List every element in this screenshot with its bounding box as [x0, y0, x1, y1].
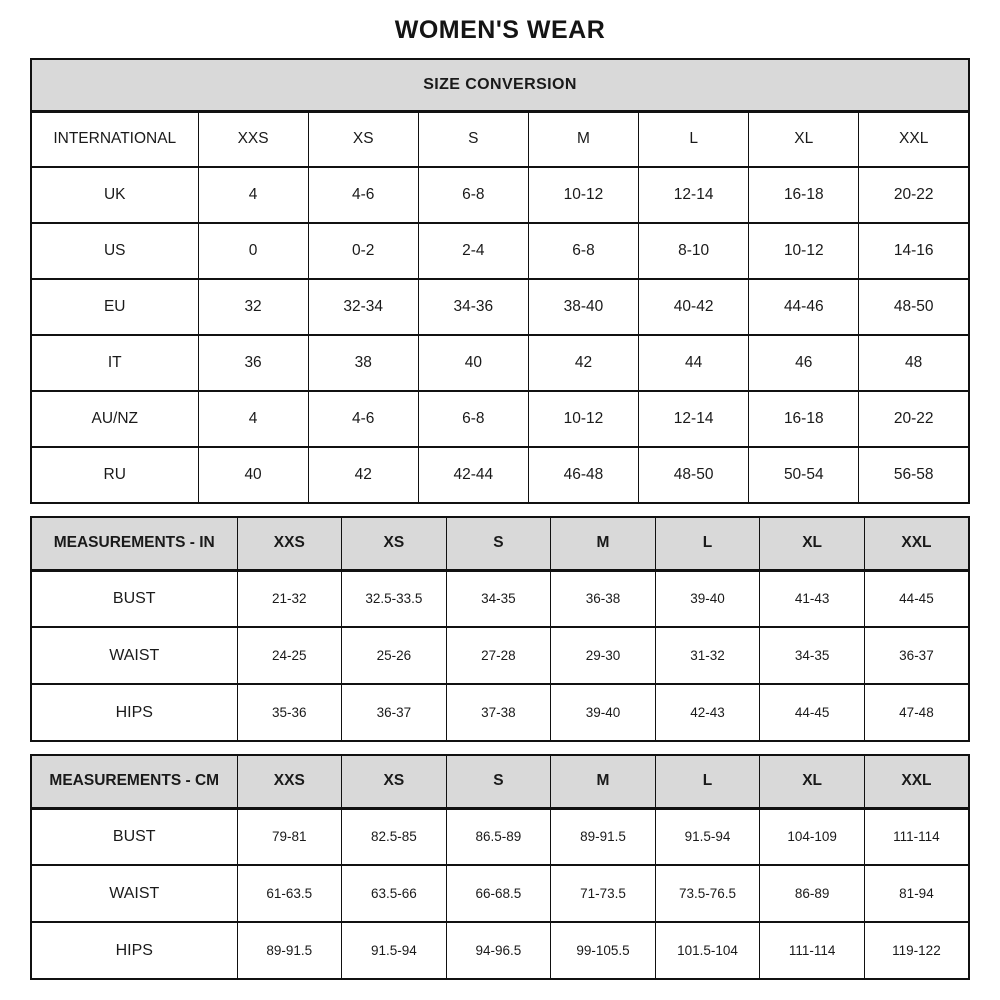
measurements-cm-cell: 119-122	[864, 922, 969, 979]
measurements-in-row-label: WAIST	[31, 627, 237, 684]
measurements-cm-column-header: XXL	[864, 755, 969, 808]
size-conversion-cell: 6-8	[528, 223, 638, 279]
page-title: WOMEN'S WEAR	[394, 16, 606, 44]
size-conversion-column-header: S	[418, 111, 528, 167]
measurements-cm-row-label: WAIST	[31, 865, 237, 922]
measurements-in-cell: 29-30	[551, 627, 656, 684]
size-conversion-cell: 32	[198, 279, 308, 335]
measurements-cm-cell: 111-114	[864, 808, 969, 865]
size-conversion-cell: 10-12	[528, 167, 638, 223]
size-conversion-cell: 0	[198, 223, 308, 279]
measurements-cm-cell: 101.5-104	[655, 922, 760, 979]
size-conversion-cell: 20-22	[859, 167, 969, 223]
measurements-cm-cell: 86.5-89	[446, 808, 551, 865]
measurements-cm-column-header: L	[655, 755, 760, 808]
measurements-cm-header-row	[31, 755, 969, 808]
measurements-in-column-header: XS	[342, 517, 447, 570]
size-conversion-cell: 46	[749, 335, 859, 391]
size-conversion-cell: 4-6	[308, 391, 418, 447]
size-conversion-cell: 42-44	[418, 447, 528, 503]
size-conversion-table-row	[31, 335, 969, 391]
size-conversion-cell: 10-12	[749, 223, 859, 279]
size-conversion-cell: 34-36	[418, 279, 528, 335]
size-conversion-table	[30, 58, 970, 504]
measurements-in-cell: 47-48	[864, 684, 969, 741]
measurements-cm-cell: 71-73.5	[551, 865, 656, 922]
size-conversion-column-header: XXS	[198, 111, 308, 167]
size-conversion-cell: 4	[198, 391, 308, 447]
measurements-cm-cell: 82.5-85	[342, 808, 447, 865]
measurements-cm-column-header: XS	[342, 755, 447, 808]
size-conversion-cell: 42	[528, 335, 638, 391]
measurements-in-cell: 31-32	[655, 627, 760, 684]
measurements-in-header-row	[31, 517, 969, 570]
size-conversion-column-header: XL	[749, 111, 859, 167]
measurements-in-cell: 36-37	[342, 684, 447, 741]
measurements-cm-column-header: XL	[760, 755, 865, 808]
size-conversion-cell: 4-6	[308, 167, 418, 223]
size-conversion-column-header: INTERNATIONAL	[31, 111, 198, 167]
measurements-in-cell: 24-25	[237, 627, 342, 684]
size-conversion-cell: 40-42	[639, 279, 749, 335]
measurements-cm-cell: 61-63.5	[237, 865, 342, 922]
size-conversion-table-row	[31, 223, 969, 279]
measurements-cm-cell: 111-114	[760, 922, 865, 979]
size-conversion-column-header: XS	[308, 111, 418, 167]
size-conversion-cell: 16-18	[749, 167, 859, 223]
measurements-in-cell: 36-37	[864, 627, 969, 684]
size-conversion-column-header: M	[528, 111, 638, 167]
measurements-cm-table-row	[31, 808, 969, 865]
measurements-in-table	[30, 516, 970, 742]
size-conversion-cell: 42	[308, 447, 418, 503]
size-conversion-column-header: L	[639, 111, 749, 167]
measurements-in-cell: 44-45	[760, 684, 865, 741]
measurements-in-cell: 25-26	[342, 627, 447, 684]
size-conversion-cell: 46-48	[528, 447, 638, 503]
measurements-in-cell: 34-35	[446, 570, 551, 627]
size-conversion-cell: 6-8	[418, 391, 528, 447]
measurements-in-cell: 44-45	[864, 570, 969, 627]
size-conversion-cell: 10-12	[528, 391, 638, 447]
size-conversion-cell: 6-8	[418, 167, 528, 223]
size-conversion-column-header: XXL	[859, 111, 969, 167]
size-conversion-cell: 4	[198, 167, 308, 223]
size-conversion-cell: 12-14	[639, 391, 749, 447]
size-conversion-row-label: UK	[31, 167, 198, 223]
size-conversion-cell: 44-46	[749, 279, 859, 335]
measurements-cm-cell: 73.5-76.5	[655, 865, 760, 922]
measurements-cm-cell: 81-94	[864, 865, 969, 922]
measurements-in-column-header: MEASUREMENTS - IN	[31, 517, 237, 570]
measurements-cm-cell: 99-105.5	[551, 922, 656, 979]
size-conversion-banner-title: SIZE CONVERSION	[31, 59, 969, 111]
measurements-cm-row-label: BUST	[31, 808, 237, 865]
measurements-cm-cell: 79-81	[237, 808, 342, 865]
measurements-in-row-label: BUST	[31, 570, 237, 627]
measurements-in-cell: 39-40	[551, 684, 656, 741]
measurements-cm-column-header: M	[551, 755, 656, 808]
measurements-cm-column-header: XXS	[237, 755, 342, 808]
size-conversion-cell: 12-14	[639, 167, 749, 223]
measurements-in-cell: 36-38	[551, 570, 656, 627]
size-conversion-banner-row	[31, 59, 969, 111]
measurements-in-column-header: M	[551, 517, 656, 570]
size-conversion-cell: 20-22	[859, 391, 969, 447]
size-conversion-cell: 0-2	[308, 223, 418, 279]
measurements-cm-cell: 89-91.5	[551, 808, 656, 865]
measurements-in-cell: 42-43	[655, 684, 760, 741]
size-conversion-cell: 36	[198, 335, 308, 391]
size-conversion-row-label: EU	[31, 279, 198, 335]
measurements-cm-row-label: HIPS	[31, 922, 237, 979]
measurements-in-table-row	[31, 570, 969, 627]
measurements-in-column-header: XXL	[864, 517, 969, 570]
measurements-cm-table	[30, 754, 970, 980]
size-conversion-row-label: RU	[31, 447, 198, 503]
measurements-in-table-row	[31, 684, 969, 741]
size-conversion-cell: 44	[639, 335, 749, 391]
size-conversion-cell: 56-58	[859, 447, 969, 503]
size-conversion-cell: 2-4	[418, 223, 528, 279]
size-conversion-table-row	[31, 391, 969, 447]
size-conversion-cell: 32-34	[308, 279, 418, 335]
measurements-in-column-header: L	[655, 517, 760, 570]
measurements-cm-cell: 104-109	[760, 808, 865, 865]
size-conversion-header-row	[31, 111, 969, 167]
measurements-cm-cell: 66-68.5	[446, 865, 551, 922]
size-conversion-cell: 38	[308, 335, 418, 391]
measurements-in-column-header: XL	[760, 517, 865, 570]
size-conversion-table-row	[31, 447, 969, 503]
size-conversion-cell: 40	[198, 447, 308, 503]
measurements-in-cell: 21-32	[237, 570, 342, 627]
measurements-cm-table-row	[31, 865, 969, 922]
measurements-cm-cell: 91.5-94	[342, 922, 447, 979]
size-conversion-row-label: IT	[31, 335, 198, 391]
measurements-cm-column-header: MEASUREMENTS - CM	[31, 755, 237, 808]
size-conversion-table-row	[31, 279, 969, 335]
size-conversion-cell: 14-16	[859, 223, 969, 279]
size-conversion-cell: 40	[418, 335, 528, 391]
size-conversion-cell: 8-10	[639, 223, 749, 279]
measurements-in-cell: 32.5-33.5	[342, 570, 447, 627]
size-conversion-cell: 16-18	[749, 391, 859, 447]
size-conversion-cell: 38-40	[528, 279, 638, 335]
size-conversion-row-label: US	[31, 223, 198, 279]
size-conversion-cell: 48-50	[859, 279, 969, 335]
measurements-in-cell: 35-36	[237, 684, 342, 741]
measurements-cm-column-header: S	[446, 755, 551, 808]
measurements-cm-cell: 86-89	[760, 865, 865, 922]
measurements-in-row-label: HIPS	[31, 684, 237, 741]
measurements-in-table-row	[31, 627, 969, 684]
measurements-in-cell: 37-38	[446, 684, 551, 741]
measurements-cm-cell: 91.5-94	[655, 808, 760, 865]
measurements-cm-table-row	[31, 922, 969, 979]
measurements-in-column-header: S	[446, 517, 551, 570]
size-conversion-table-row	[31, 167, 969, 223]
measurements-in-cell: 34-35	[760, 627, 865, 684]
measurements-in-cell: 41-43	[760, 570, 865, 627]
measurements-in-cell: 39-40	[655, 570, 760, 627]
size-conversion-cell: 48	[859, 335, 969, 391]
measurements-in-cell: 27-28	[446, 627, 551, 684]
measurements-cm-cell: 89-91.5	[237, 922, 342, 979]
size-conversion-cell: 48-50	[639, 447, 749, 503]
size-conversion-cell: 50-54	[749, 447, 859, 503]
size-conversion-row-label: AU/NZ	[31, 391, 198, 447]
measurements-cm-cell: 63.5-66	[342, 865, 447, 922]
measurements-in-column-header: XXS	[237, 517, 342, 570]
measurements-cm-cell: 94-96.5	[446, 922, 551, 979]
